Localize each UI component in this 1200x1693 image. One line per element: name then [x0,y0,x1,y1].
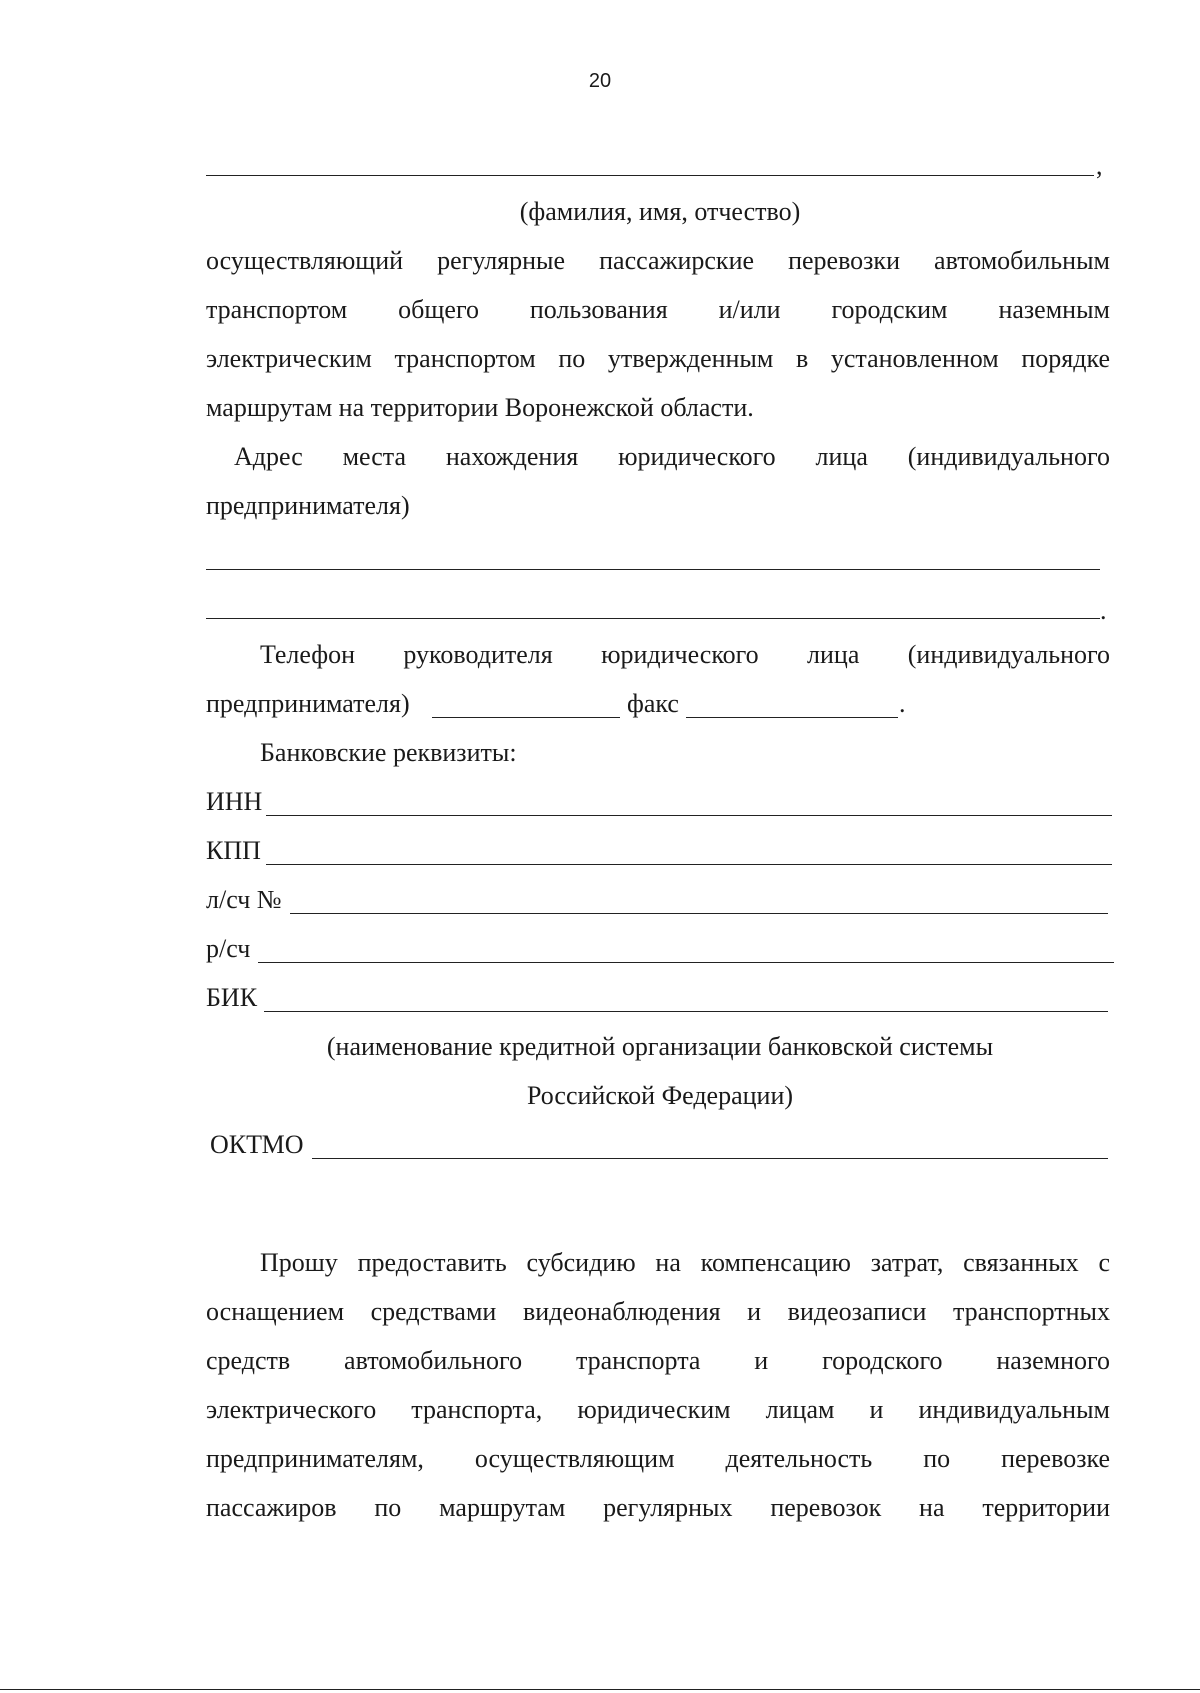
fax-blank-line [686,717,898,718]
bank-heading: Банковские реквизиты: [260,738,517,767]
phone-line-2-label: предпринимателя) [206,689,410,718]
fax-label: факс [627,689,679,718]
para1-line-3: электрическим транспортом по утвержденным в установленном порядке [206,344,1110,373]
para1-line-4: маршрутам на территории Воронежской области. [206,393,754,422]
bank-field-label: БИК [206,983,258,1012]
oktmo-blank-line [312,1158,1108,1159]
bank-field-bik [206,983,1106,1013]
bank-field-blank-line [266,864,1112,865]
name-blank-line [206,175,1094,176]
bank-caption-line-1: (наименование кредитной организации банковской системы [326,1032,994,1061]
phone-blank-line [432,717,620,718]
request-line-2: оснащением средствами видеонаблюдения и видеозаписи транспортных [206,1297,1110,1326]
para1-line-1: осуществляющий регулярные пассажирские перевозки автомобильным [206,246,1110,275]
request-line-3: средств автомобильного транспорта и городского наземного [206,1346,1110,1375]
address-line-1: Адрес места нахождения юридического лица (индивидуального [234,442,1110,471]
bank-field-label: л/сч № [206,885,282,914]
phone-line-1: Телефон руководителя юридического лица (индивидуального [260,640,1110,669]
page-bottom-rule [0,1689,1200,1690]
para1-line-2: транспортом общего пользования и/или городским наземным [206,295,1110,324]
address-blank-line-2 [206,618,1100,619]
address-blank-line-1 [206,569,1100,570]
oktmo-label: ОКТМО [210,1130,304,1159]
bank-field-label: р/сч [206,934,251,963]
fax-end-period: . [899,689,906,718]
request-line-5: предпринимателям, осуществляющим деятельность по перевозке [206,1444,1110,1473]
bank-field-kpp [206,836,1106,866]
bank-field-inn [206,787,1106,817]
name-line-caption: (фамилия, имя, отчество) [519,197,801,226]
oktmo-field [210,1130,1110,1160]
bank-field-blank-line [266,815,1112,816]
bank-field-blank-line [264,1011,1108,1012]
bank-field-blank-line [258,962,1114,963]
request-line-6: пассажиров по маршрутам регулярных перевозок на территории [206,1493,1110,1522]
bank-caption-line-2: Российской Федерации) [526,1081,794,1110]
page-number: 20 [588,70,612,92]
name-line-comma: , [1096,151,1103,180]
request-line-4: электрического транспорта, юридическим лицам и индивидуальным [206,1395,1110,1424]
bank-field-blank-line [290,913,1108,914]
bank-field-label: ИНН [206,787,263,816]
bank-field-account [206,885,1106,915]
bank-field-settlement [206,934,1106,964]
address-line-2: предпринимателя) [206,491,410,520]
request-line-1: Прошу предоставить субсидию на компенсацию затрат, связанных с [260,1248,1110,1277]
address-end-period: . [1100,596,1107,625]
bank-field-label: КПП [206,836,261,865]
